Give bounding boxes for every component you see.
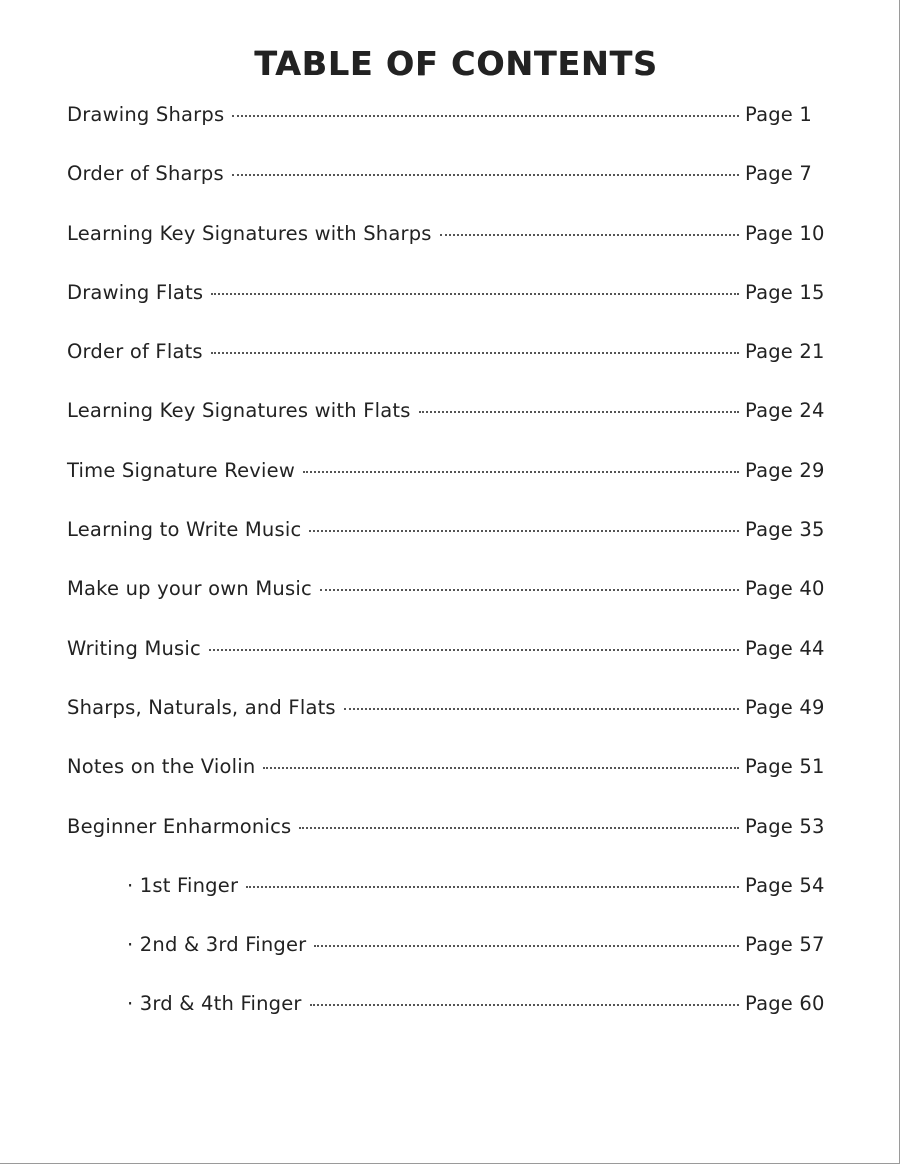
toc-entry-label: · 1st Finger [127,873,239,897]
dot-leader [303,471,739,473]
toc-subentry-3rd-4th-finger [67,992,827,1051]
table-of-contents [67,103,827,1052]
toc-entry-label: Make up your own Music [67,577,312,601]
dot-leader [263,767,739,769]
toc-entry-label: Drawing Sharps [67,103,225,126]
toc-entry-beginner-enharmonics [67,815,827,874]
toc-entry-page: Page 60 [745,992,825,1016]
dot-leader [209,649,739,651]
toc-entry-label: Learning to Write Music [67,518,302,542]
toc-entry-label: · 2nd & 3rd Finger [127,933,307,957]
toc-entry-label: Order of Flats [67,340,203,364]
toc-entry-label: Sharps, Naturals, and Flats [67,695,336,719]
dot-leader [419,411,739,413]
toc-entry-drawing-flats [67,281,827,340]
page-title: TABLE OF CONTENTS [254,44,658,83]
toc-entry-page: Page 29 [745,458,825,482]
dot-leader [211,352,739,354]
dot-leader [440,234,739,236]
toc-entry-page: Page 15 [745,280,825,304]
dot-leader [344,708,739,710]
dot-leader [310,1004,739,1006]
toc-entry-make-up-your-own-music [67,577,827,636]
toc-entry-learning-to-write-music [67,518,827,577]
dot-leader [232,174,739,176]
toc-entry-time-signature-review [67,459,827,518]
toc-entry-label: Beginner Enharmonics [67,814,292,838]
toc-entry-page: Page 57 [745,933,825,957]
dot-leader [309,530,739,532]
toc-entry-page: Page 35 [745,518,825,542]
dot-leader [299,827,739,829]
toc-entry-label: · 3rd & 4th Finger [127,992,302,1016]
toc-entry-order-of-sharps [67,162,827,221]
toc-entry-page: Page 44 [745,636,825,660]
toc-entry-label: Time Signature Review [67,458,295,482]
toc-entry-page: Page 1 [745,103,813,126]
toc-entry-label: Order of Sharps [67,162,224,186]
toc-entry-key-signatures-sharps [67,222,827,281]
toc-subentry-2nd-3rd-finger [67,933,827,992]
dot-leader [314,945,739,947]
dot-leader [246,886,739,888]
dot-leader [232,115,739,117]
toc-entry-drawing-sharps [67,103,827,162]
toc-entry-notes-on-the-violin [67,755,827,814]
toc-subentry-1st-finger [67,874,827,933]
toc-entry-page: Page 40 [745,577,825,601]
toc-entry-page: Page 49 [745,695,825,719]
toc-entry-page: Page 10 [745,221,825,245]
toc-entry-sharps-naturals-flats [67,696,827,755]
toc-entry-writing-music [67,637,827,696]
toc-entry-key-signatures-flats [67,399,827,458]
toc-entry-page: Page 53 [745,814,825,838]
toc-entry-page: Page 54 [745,873,825,897]
toc-entry-label: Learning Key Signatures with Flats [67,399,411,423]
toc-entry-label: Notes on the Violin [67,755,256,779]
toc-entry-label: Writing Music [67,636,201,660]
dot-leader [320,589,739,591]
toc-entry-label: Learning Key Signatures with Sharps [67,221,432,245]
toc-entry-page: Page 24 [745,399,825,423]
toc-entry-label: Drawing Flats [67,280,204,304]
toc-entry-page: Page 7 [745,162,813,186]
dot-leader [211,293,739,295]
toc-entry-page: Page 21 [745,340,825,364]
toc-entry-order-of-flats [67,340,827,399]
toc-entry-page: Page 51 [745,755,825,779]
